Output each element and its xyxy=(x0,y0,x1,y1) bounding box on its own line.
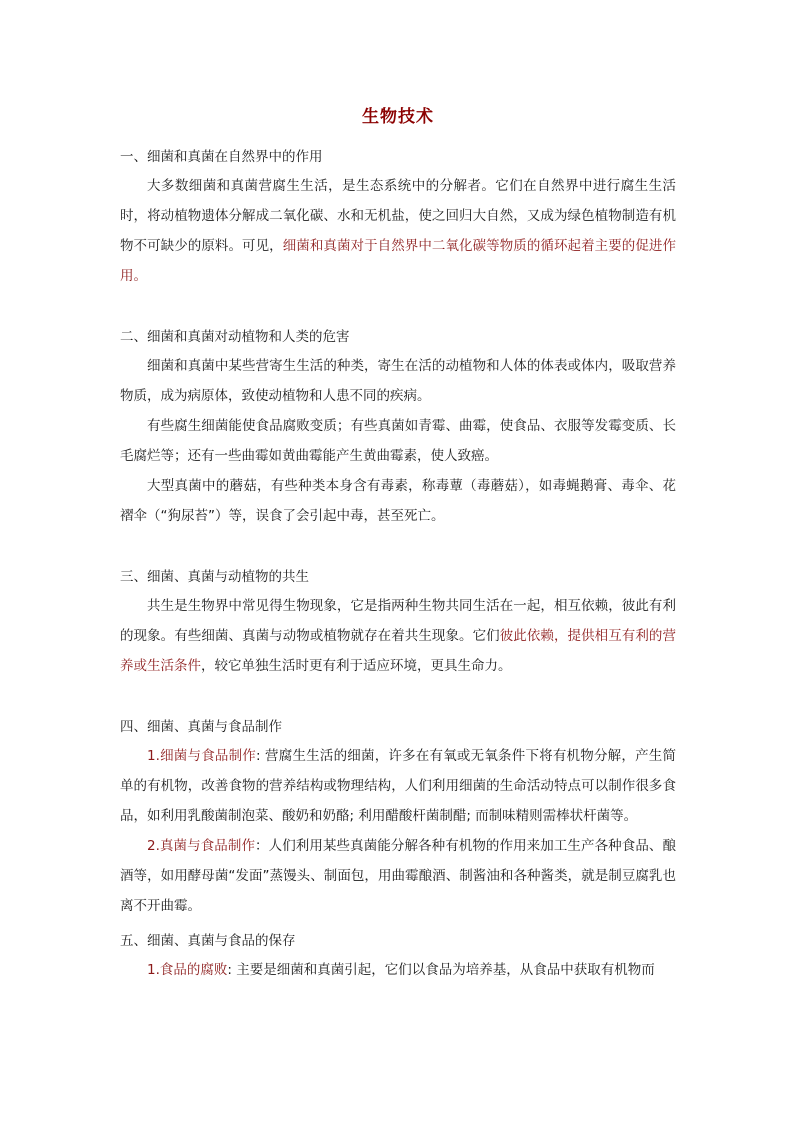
section-4-item-2-label: 2.真菌与食品制作 xyxy=(147,838,256,854)
spacer xyxy=(120,291,676,323)
section-4-paragraph-2 xyxy=(120,831,676,921)
section-1-highlight: 细菌和真菌对于自然界中二氧化碳等物质的循环起着主要的促进作用。 xyxy=(120,238,676,284)
section-2-paragraph-1: 细菌和真菌中某些营寄生生活的种类，寄生在活的动植物和人体的体表或体内，吸取营养物质，成为病原体，致使动植物和人患不同的疾病。 xyxy=(120,358,676,404)
section-5-item-1-label: 1.食品的腐败 xyxy=(147,962,228,978)
section-3-text-a: 共生是生物界中常见得生物现象，它是指两种生物共同生活在一起，相互依赖，彼此有利的现象。有些细菌、真菌与动物或植物就存在着共生现象。它们 xyxy=(120,598,676,644)
section-1-text: 大多数细菌和真菌营腐生生活，是生态系统中的分解者。它们在自然界中进行腐生生活时，将动植物遗体分解成二氧化碳、水和无机盐，使之回归大自然，又成为绿色植物制造有机物不可缺少的原料。可见， xyxy=(120,178,676,254)
section-2-heading: 二、细菌和真菌对动植物和人类的危害 xyxy=(120,329,350,345)
section-2-paragraph-2: 有些腐生细菌能使食品腐败变质；有些真菌如青霉、曲霉，使食品、衣服等发霉变质、长毛腐烂等；还有一些曲霉如黄曲霉能产生黄曲霉素，使人致癌。 xyxy=(120,418,676,464)
section-1-heading: 一、细菌和真菌在自然界中的作用 xyxy=(120,149,323,165)
spacer xyxy=(120,531,676,563)
section-4-item-2-text: ：人们利用某些真菌能分解各种有机物的作用来加工生产各种食品、酿酒等，如用酵母菌“发面”蒸馒头、制面包，用曲霉酿酒、制酱油和各种酱类，就是制豆腐乳也离不开曲霉。 xyxy=(120,838,677,914)
section-4-paragraph-1 xyxy=(120,741,676,831)
section-5-paragraph-1 xyxy=(120,955,676,985)
section-1-paragraph xyxy=(120,171,676,291)
section-4-heading: 四、细菌、真菌与食品制作 xyxy=(120,719,282,735)
section-5-item-1-text: : 主要是细菌和真菌引起，它们以食品为培养基，从食品中获取有机物而 xyxy=(227,962,655,978)
section-3-heading: 三、细菌、真菌与动植物的共生 xyxy=(120,569,309,585)
section-4-item-1-label: 1.细菌与食品制作 xyxy=(147,748,257,764)
section-2-paragraph-3: 大型真菌中的蘑菇，有些种类本身含有毒素，称毒蕈（毒蘑菇），如毒蝇鹅膏、毒伞、花褶伞（“狗尿苔”）等，误食了会引起中毒，甚至死亡。 xyxy=(120,478,676,524)
spacer xyxy=(120,681,676,713)
section-3-text-b: ，较它单独生活时更有利于适应环境，更具生命力。 xyxy=(201,658,512,674)
page-title: 生物技术 xyxy=(362,107,434,127)
section-5-heading: 五、细菌、真菌与食品的保存 xyxy=(120,933,296,949)
section-3-paragraph xyxy=(120,591,676,681)
section-4-item-1-text: : 营腐生生活的细菌，许多在有氧或无氧条件下将有机物分解，产生简单的有机物，改善食物的营养结构或物理结构，人们利用细菌的生命活动特点可以制作很多食品，如利用乳酸菌制泡菜、酸奶和奶酪; 利用醋酸杆菌制醋; 而制味精则需棒状杆菌等。 xyxy=(120,748,676,824)
section-3-highlight: 彼此依赖，提供相互有利的营养或生活条件 xyxy=(120,628,676,674)
